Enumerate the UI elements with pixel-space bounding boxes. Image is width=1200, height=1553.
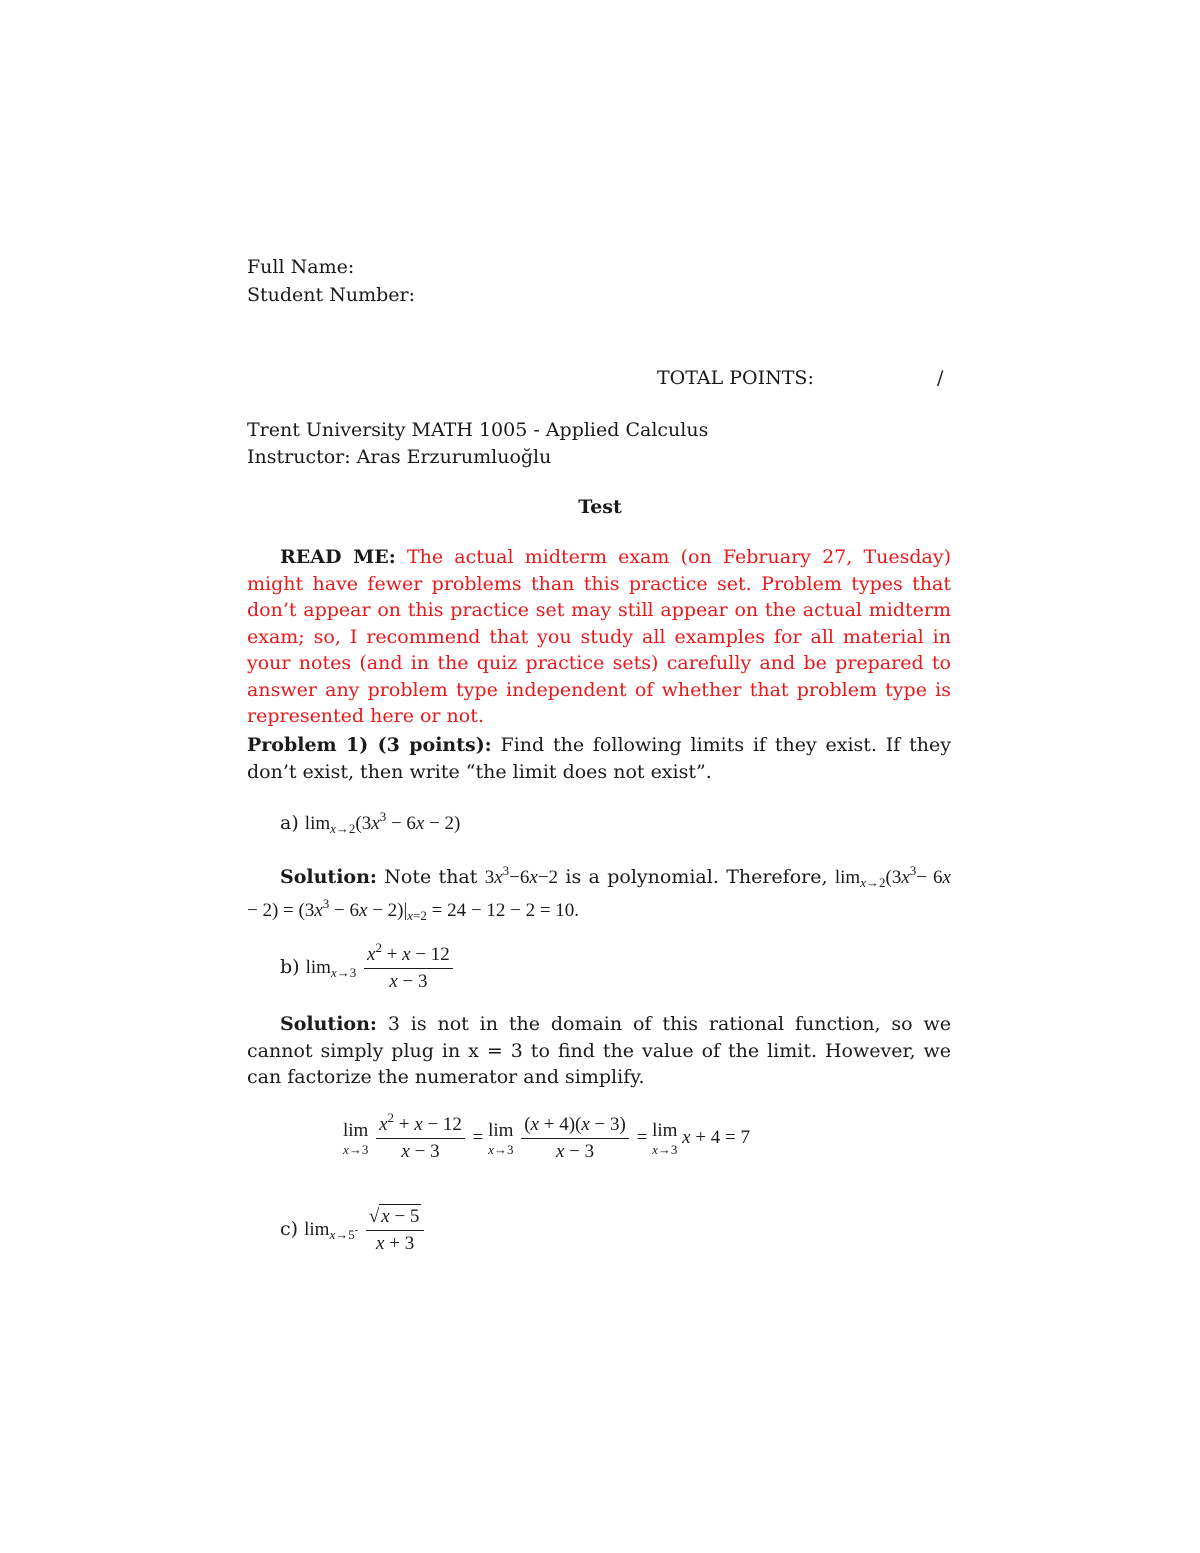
part-a-evaluation: $\lim_{x\to 2}(3x^3- 6x - 2) = (3x^3 - 6x - 2)|_{x=2} = 24 - 12 - 2 = 10$.: [247, 863, 951, 923]
total-points-label: TOTAL POINTS:: [657, 367, 814, 389]
problem-1-text: Find the following limits if they exist. If they don’t exist, then write “the limit does not exist”.: [247, 734, 951, 783]
readme-label: READ ME:: [280, 546, 396, 568]
part-a-expression: $\lim_{x\to 2}(3x^3 - 6x - 2)$: [304, 809, 461, 836]
instructor-line: Instructor: Aras Erzurumluoğlu: [247, 446, 552, 468]
problem-1-label: Problem 1) (3 points):: [247, 734, 492, 756]
part-b-solution: [247, 1011, 951, 1091]
full-name-label: Full Name:: [247, 256, 355, 278]
student-number-label: Student Number:: [247, 284, 415, 306]
part-b-question: [280, 940, 456, 993]
course-line: Trent University MATH 1005 - Applied Calculus: [247, 419, 709, 441]
part-b-label: b): [280, 955, 300, 978]
part-b-display-equation: lim x→3 $\frac{x^2 + x - 12}{x - 3}$ = lim x→3 $\frac{(x + 4)(x - 3)}{x - 3}$ = lim x→3 x + 4 = 7: [343, 1110, 751, 1162]
total-points-slash: /: [937, 367, 944, 389]
part-a-label: a): [280, 812, 299, 834]
part-c-expression: $\lim_{x\to 5^-}$ $\frac{√ x - 5}{x + 3}$: [304, 1219, 427, 1240]
part-b-solution-text: 3 is not in the domain of this rational function, so we cannot simply plug in x = 3 to find the value of the limit. However, we can factorize the numerator and simplify.: [247, 1013, 952, 1088]
readme-text: The actual midterm exam (on February 27, Tuesday) might have fewer problems than this practice set. Problem types that don’t appear on this practice set may still appear on the actual midterm exam; so, I recommend that you study all examples for all material in your notes (and in the quiz practice sets) carefully and be prepared to answer any problem type independent of whether that problem type is represented here or not.: [247, 546, 952, 727]
part-c-label: c): [280, 1217, 299, 1240]
part-a-question: [280, 809, 461, 837]
part-a-solution: [247, 864, 951, 929]
problem-1-statement: [247, 732, 951, 785]
part-b-solution-label: Solution:: [280, 1013, 377, 1035]
part-b-expression: $\lim_{x\to 3}$ $\frac{x^2 + x - 12}{x - 3}$: [306, 957, 456, 978]
part-a-polynomial: $3x^3-6x-2$: [484, 863, 559, 888]
part-a-solution-text-2: is a polynomial. Therefore,: [565, 866, 828, 888]
part-a-solution-text-1: Note that: [384, 866, 478, 888]
page-title: Test: [578, 496, 622, 518]
part-c-question: [280, 1206, 427, 1255]
readme-paragraph: [247, 544, 951, 730]
part-a-solution-label: Solution:: [280, 866, 377, 888]
